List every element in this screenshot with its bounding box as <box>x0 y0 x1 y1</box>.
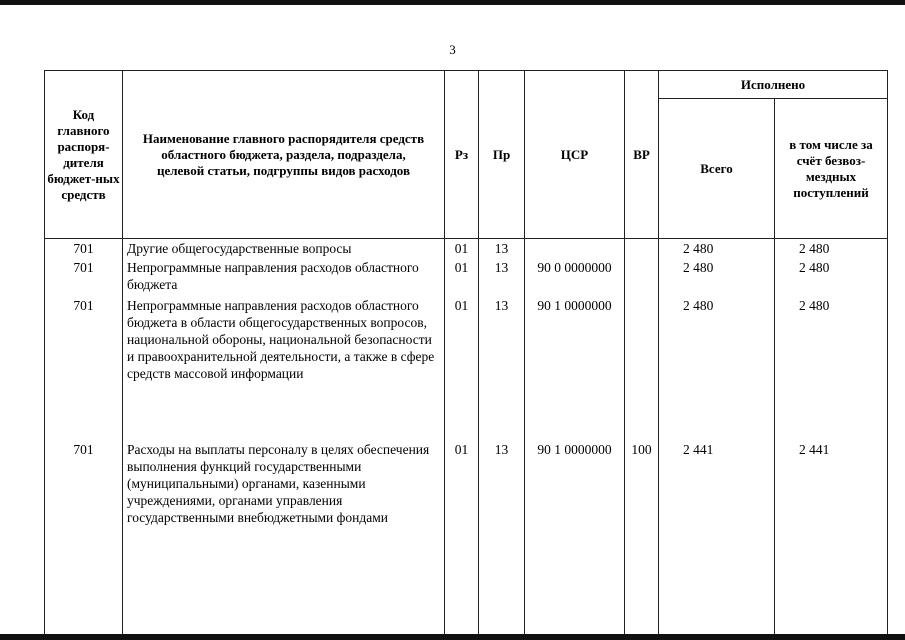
row-code: 701 <box>45 441 123 549</box>
row-vr <box>625 259 659 297</box>
row-pr: 13 <box>479 441 525 549</box>
table-row <box>45 441 888 549</box>
row-vr <box>625 297 659 441</box>
header-executed: Исполнено <box>659 71 888 99</box>
row-rz: 01 <box>445 259 479 297</box>
budget-table <box>44 70 888 637</box>
table-filler-row <box>45 549 888 637</box>
row-rz: 01 <box>445 297 479 441</box>
row-name: Другие общегосударственные вопросы <box>123 239 445 259</box>
row-gratuitous: 2 441 <box>775 441 888 549</box>
row-name: Непрограммные направления расходов областного бюджета <box>123 259 445 297</box>
row-pr: 13 <box>479 259 525 297</box>
header-pr: Пр <box>479 71 525 239</box>
row-total: 2 441 <box>659 441 775 549</box>
row-vr: 100 <box>625 441 659 549</box>
scan-border-bottom <box>0 634 905 640</box>
header-gratuitous: в том числе за счёт безвоз-мездных поступлений <box>775 99 888 239</box>
table-row <box>45 239 888 259</box>
row-pr: 13 <box>479 239 525 259</box>
header-name: Наименование главного распорядителя средств областного бюджета, раздела, подраздела, целевой статьи, подгруппы видов расходов <box>123 71 445 239</box>
row-total: 2 480 <box>659 259 775 297</box>
row-pr: 13 <box>479 297 525 441</box>
table-row <box>45 297 888 441</box>
row-gratuitous: 2 480 <box>775 259 888 297</box>
row-csr <box>525 239 625 259</box>
row-gratuitous: 2 480 <box>775 239 888 259</box>
row-total: 2 480 <box>659 297 775 441</box>
row-csr: 90 0 0000000 <box>525 259 625 297</box>
row-code: 701 <box>45 239 123 259</box>
row-csr: 90 1 0000000 <box>525 441 625 549</box>
row-rz: 01 <box>445 239 479 259</box>
row-total: 2 480 <box>659 239 775 259</box>
row-name: Расходы на выплаты персоналу в целях обеспечения выполнения функций государственными (муниципальными) органами, казенными учреждениями, органами управления государственными внебюджетными фондами <box>123 441 445 549</box>
page-number: 3 <box>449 42 456 57</box>
row-code: 701 <box>45 259 123 297</box>
header-rz: Рз <box>445 71 479 239</box>
header-vr: ВР <box>625 71 659 239</box>
header-code: Код главного распоря-дителя бюджет-ных средств <box>45 71 123 239</box>
header-csr: ЦСР <box>525 71 625 239</box>
header-total: Всего <box>659 99 775 239</box>
row-rz: 01 <box>445 441 479 549</box>
row-gratuitous: 2 480 <box>775 297 888 441</box>
row-csr: 90 1 0000000 <box>525 297 625 441</box>
row-name: Непрограммные направления расходов областного бюджета в области общегосударственных вопросов, национальной обороны, национальной безопасности и правоохранительной деятельности, а также в сфере средств массовой информации <box>123 297 445 441</box>
row-vr <box>625 239 659 259</box>
row-code: 701 <box>45 297 123 441</box>
table-row <box>45 259 888 297</box>
scan-border-top <box>0 0 905 5</box>
